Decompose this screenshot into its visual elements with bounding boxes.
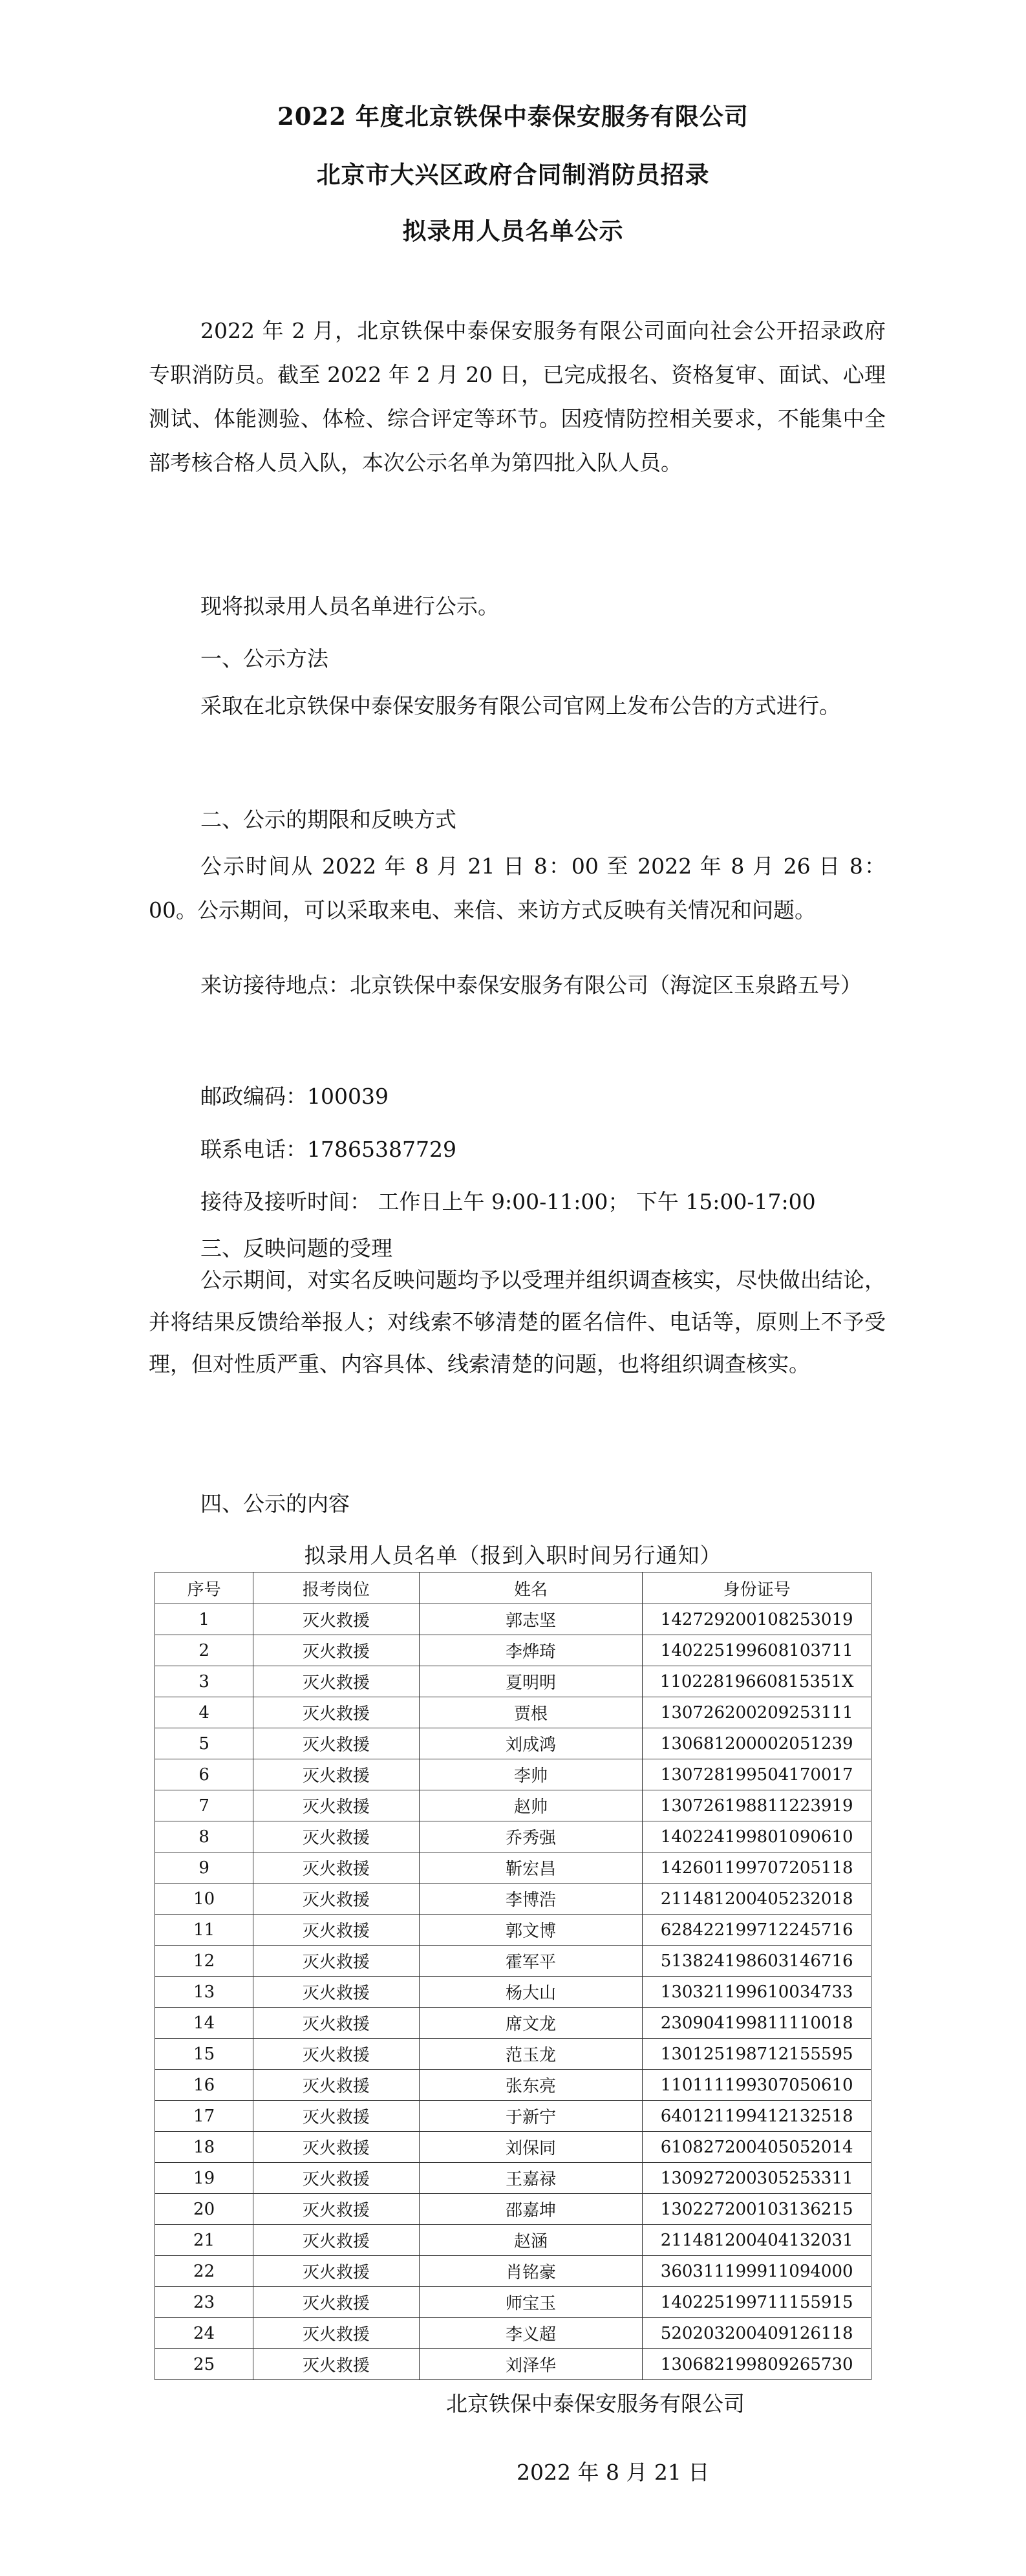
cell-id-number: 140224199801090610 bbox=[643, 1821, 871, 1852]
paragraph-intro: 现将拟录用人员名单进行公示。 bbox=[200, 594, 499, 619]
cell-name: 刘泽华 bbox=[419, 2349, 643, 2380]
contact-phone: 联系电话：17865387729 bbox=[200, 1137, 456, 1162]
cell-position: 灭火救援 bbox=[253, 2101, 419, 2132]
cell-position: 灭火救援 bbox=[253, 2070, 419, 2101]
cell-id-number: 140225199711155915 bbox=[643, 2287, 871, 2318]
cell-id-number: 360311199911094000 bbox=[643, 2256, 871, 2287]
cell-name: 李博浩 bbox=[419, 1884, 643, 1915]
cell-index: 9 bbox=[155, 1852, 253, 1884]
cell-name: 张东亮 bbox=[419, 2070, 643, 2101]
cell-position: 灭火救援 bbox=[253, 2008, 419, 2039]
cell-name: 靳宏昌 bbox=[419, 1852, 643, 1884]
cell-id-number: 640121199412132518 bbox=[643, 2101, 871, 2132]
table-row bbox=[155, 1759, 871, 1790]
cell-id-number: 110111199307050610 bbox=[643, 2070, 871, 2101]
cell-index: 25 bbox=[155, 2349, 253, 2380]
table-row bbox=[155, 2163, 871, 2194]
cell-index: 18 bbox=[155, 2132, 253, 2163]
cell-name: 郭志坚 bbox=[419, 1604, 643, 1635]
cell-position: 灭火救援 bbox=[253, 1604, 419, 1635]
header-id-number: 身份证号 bbox=[643, 1572, 871, 1604]
table-row bbox=[155, 1821, 871, 1852]
cell-id-number: 520203200409126118 bbox=[643, 2318, 871, 2349]
cell-index: 24 bbox=[155, 2318, 253, 2349]
paragraph-background: 2022 年 2 月，北京铁保中泰保安服务有限公司面向社会公开招录政府专职消防员。截至 2022 年 2 月 20 日，已完成报名、资格复审、面试、心理测试、体能测验、体检、综合评定等环节。因疫情防控相关要求，不能集中全部考核合格人员入队，本次公示名单为第四批入队人员。 bbox=[149, 318, 886, 475]
cell-position: 灭火救援 bbox=[253, 1884, 419, 1915]
cell-name: 席文龙 bbox=[419, 2008, 643, 2039]
cell-id-number: 130728199504170017 bbox=[643, 1759, 871, 1790]
reception-hours: 接待及接听时间： 工作日上午 9:00-11:00； 下午 15:00-17:00 bbox=[200, 1189, 816, 1214]
cell-name: 李烨琦 bbox=[419, 1635, 643, 1666]
cell-id-number: 610827200405052014 bbox=[643, 2132, 871, 2163]
table-row bbox=[155, 1604, 871, 1635]
section-heading-handling: 三、反映问题的受理 bbox=[200, 1236, 392, 1261]
cell-index: 5 bbox=[155, 1728, 253, 1759]
cell-name: 李义超 bbox=[419, 2318, 643, 2349]
table-row bbox=[155, 1666, 871, 1697]
cell-index: 16 bbox=[155, 2070, 253, 2101]
cell-position: 灭火救援 bbox=[253, 2194, 419, 2225]
table-row bbox=[155, 1884, 871, 1915]
cell-index: 3 bbox=[155, 1666, 253, 1697]
table-row bbox=[155, 2101, 871, 2132]
table-row bbox=[155, 2194, 871, 2225]
cell-name: 赵涵 bbox=[419, 2225, 643, 2256]
cell-index: 14 bbox=[155, 2008, 253, 2039]
cell-name: 王嘉禄 bbox=[419, 2163, 643, 2194]
paragraph-visit-location: 来访接待地点：北京铁保中泰保安服务有限公司（海淀区玉泉路五号） bbox=[200, 972, 862, 998]
table-row bbox=[155, 2008, 871, 2039]
cell-position: 灭火救援 bbox=[253, 2039, 419, 2070]
table-row bbox=[155, 2256, 871, 2287]
cell-position: 灭火救援 bbox=[253, 1635, 419, 1666]
header-name: 姓名 bbox=[419, 1572, 643, 1604]
cell-index: 11 bbox=[155, 1915, 253, 1946]
cell-name: 邵嘉坤 bbox=[419, 2194, 643, 2225]
table-caption: 拟录用人员名单（报到入职时间另行通知） bbox=[304, 1543, 722, 1568]
cell-position: 灭火救援 bbox=[253, 2225, 419, 2256]
cell-id-number: 140225199608103711 bbox=[643, 1635, 871, 1666]
cell-position: 灭火救援 bbox=[253, 1946, 419, 1977]
cell-id-number: 130125198712155595 bbox=[643, 2039, 871, 2070]
paragraph-method: 采取在北京铁保中泰保安服务有限公司官网上发布公告的方式进行。 bbox=[200, 693, 840, 718]
table-row bbox=[155, 2349, 871, 2380]
cell-name: 肖铭豪 bbox=[419, 2256, 643, 2287]
table-row bbox=[155, 1728, 871, 1759]
header-position: 报考岗位 bbox=[253, 1572, 419, 1604]
cell-name: 师宝玉 bbox=[419, 2287, 643, 2318]
cell-id-number: 230904199811110018 bbox=[643, 2008, 871, 2039]
cell-name: 范玉龙 bbox=[419, 2039, 643, 2070]
cell-index: 20 bbox=[155, 2194, 253, 2225]
table-row bbox=[155, 2039, 871, 2070]
cell-id-number: 11022819660815351X bbox=[643, 1666, 871, 1697]
cell-position: 灭火救援 bbox=[253, 2256, 419, 2287]
table-row bbox=[155, 2318, 871, 2349]
cell-position: 灭火救援 bbox=[253, 1759, 419, 1790]
postal-code: 邮政编码：100039 bbox=[200, 1084, 389, 1109]
table-row bbox=[155, 1635, 871, 1666]
cell-position: 灭火救援 bbox=[253, 1915, 419, 1946]
cell-index: 1 bbox=[155, 1604, 253, 1635]
cell-position: 灭火救援 bbox=[253, 1728, 419, 1759]
cell-id-number: 130681200002051239 bbox=[643, 1728, 871, 1759]
cell-index: 2 bbox=[155, 1635, 253, 1666]
cell-name: 夏明明 bbox=[419, 1666, 643, 1697]
cell-name: 乔秀强 bbox=[419, 1821, 643, 1852]
doc-title-line2: 北京市大兴区政府合同制消防员招录 bbox=[316, 160, 710, 189]
cell-position: 灭火救援 bbox=[253, 1666, 419, 1697]
cell-id-number: 211481200404132031 bbox=[643, 2225, 871, 2256]
table-row bbox=[155, 2287, 871, 2318]
table-row bbox=[155, 2132, 871, 2163]
cell-name: 霍军平 bbox=[419, 1946, 643, 1977]
cell-index: 21 bbox=[155, 2225, 253, 2256]
table-header-row bbox=[155, 1572, 871, 1604]
cell-position: 灭火救援 bbox=[253, 1790, 419, 1821]
cell-name: 于新宁 bbox=[419, 2101, 643, 2132]
cell-id-number: 130726198811223919 bbox=[643, 1790, 871, 1821]
cell-index: 7 bbox=[155, 1790, 253, 1821]
cell-index: 19 bbox=[155, 2163, 253, 2194]
cell-id-number: 130927200305253311 bbox=[643, 2163, 871, 2194]
cell-name: 杨大山 bbox=[419, 1977, 643, 2008]
cell-name: 郭文博 bbox=[419, 1915, 643, 1946]
signature-date: 2022 年 8 月 21 日 bbox=[517, 2460, 710, 2485]
cell-position: 灭火救援 bbox=[253, 1697, 419, 1728]
cell-name: 刘保同 bbox=[419, 2132, 643, 2163]
cell-name: 赵帅 bbox=[419, 1790, 643, 1821]
cell-position: 灭火救援 bbox=[253, 1977, 419, 2008]
cell-id-number: 142729200108253019 bbox=[643, 1604, 871, 1635]
cell-index: 22 bbox=[155, 2256, 253, 2287]
table-row bbox=[155, 2070, 871, 2101]
cell-index: 17 bbox=[155, 2101, 253, 2132]
cell-position: 灭火救援 bbox=[253, 2132, 419, 2163]
table-row bbox=[155, 2225, 871, 2256]
cell-index: 12 bbox=[155, 1946, 253, 1977]
cell-id-number: 211481200405232018 bbox=[643, 1884, 871, 1915]
section-heading-method: 一、公示方法 bbox=[200, 646, 328, 671]
cell-id-number: 130726200209253111 bbox=[643, 1697, 871, 1728]
table-body bbox=[155, 1604, 871, 2380]
cell-id-number: 513824198603146716 bbox=[643, 1946, 871, 1977]
cell-position: 灭火救援 bbox=[253, 1821, 419, 1852]
table-row bbox=[155, 1946, 871, 1977]
cell-position: 灭火救援 bbox=[253, 1852, 419, 1884]
table-row bbox=[155, 1697, 871, 1728]
cell-index: 4 bbox=[155, 1697, 253, 1728]
cell-id-number: 142601199707205118 bbox=[643, 1852, 871, 1884]
table-row bbox=[155, 1852, 871, 1884]
cell-name: 刘成鸿 bbox=[419, 1728, 643, 1759]
cell-id-number: 130682199809265730 bbox=[643, 2349, 871, 2380]
section-heading-period: 二、公示的期限和反映方式 bbox=[200, 807, 456, 832]
cell-index: 6 bbox=[155, 1759, 253, 1790]
signature-organization: 北京铁保中泰保安服务有限公司 bbox=[446, 2391, 745, 2416]
paragraph-handling: 公示期间，对实名反映问题均予以受理并组织调查核实，尽快做出结论，并将结果反馈给举报人；对线索不够清楚的匿名信件、电话等，原则上不予受理，但对性质严重、内容具体、线索清楚的问题，也将组织调查核实。 bbox=[149, 1267, 886, 1377]
cell-id-number: 628422199712245716 bbox=[643, 1915, 871, 1946]
cell-position: 灭火救援 bbox=[253, 2318, 419, 2349]
cell-index: 15 bbox=[155, 2039, 253, 2070]
doc-title-line3: 拟录用人员名单公示 bbox=[402, 217, 624, 245]
header-index: 序号 bbox=[155, 1572, 253, 1604]
cell-id-number: 130227200103136215 bbox=[643, 2194, 871, 2225]
table-row bbox=[155, 1790, 871, 1821]
cell-id-number: 130321199610034733 bbox=[643, 1977, 871, 2008]
cell-index: 13 bbox=[155, 1977, 253, 2008]
section-heading-content: 四、公示的内容 bbox=[200, 1491, 350, 1516]
cell-position: 灭火救援 bbox=[253, 2349, 419, 2380]
cell-index: 8 bbox=[155, 1821, 253, 1852]
cell-name: 李帅 bbox=[419, 1759, 643, 1790]
candidate-table bbox=[155, 1572, 871, 2380]
cell-name: 贾根 bbox=[419, 1697, 643, 1728]
cell-index: 23 bbox=[155, 2287, 253, 2318]
doc-title-line1: 2022 年度北京铁保中泰保安服务有限公司 bbox=[277, 102, 749, 131]
cell-position: 灭火救援 bbox=[253, 2163, 419, 2194]
cell-position: 灭火救援 bbox=[253, 2287, 419, 2318]
cell-index: 10 bbox=[155, 1884, 253, 1915]
paragraph-period: 公示时间从 2022 年 8 月 21 日 8：00 至 2022 年 8 月 26 日 8：00。公示期间，可以采取来电、来信、来访方式反映有关情况和问题。 bbox=[149, 853, 886, 923]
table-row bbox=[155, 1915, 871, 1946]
table-row bbox=[155, 1977, 871, 2008]
